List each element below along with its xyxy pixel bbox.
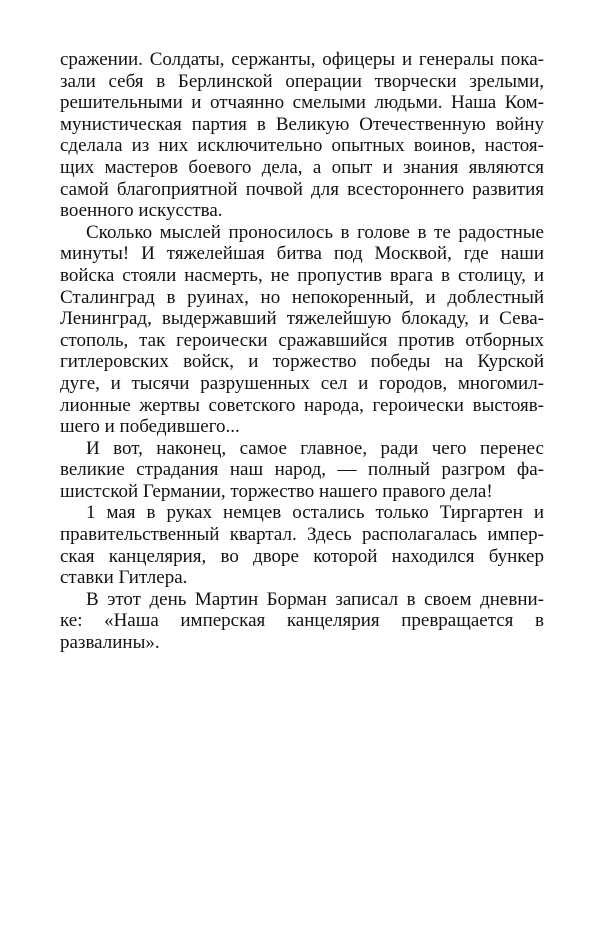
text-line: дуге, и тысячи разрушенных сел и городов, многомил-: [60, 372, 544, 394]
paragraph-2: [60, 222, 544, 438]
text-line: шистской Германии, торжество нашего правого дела!: [60, 480, 493, 502]
text-line: И вот, наконец, самое главное, ради чего перенес: [86, 437, 544, 459]
text-line: Сколько мыслей проносилось в голове в те радостные: [86, 221, 544, 243]
paragraph-3: [60, 438, 544, 503]
text-line: лионные жертвы советского народа, героически выстояв-: [60, 394, 544, 416]
paragraph-4: [60, 502, 544, 588]
text-line: ская канцелярия, во дворе которой находился бункер: [60, 545, 544, 567]
text-line: мунистическая партия в Великую Отечественную войну: [60, 113, 544, 135]
text-line: шего и победившего...: [60, 416, 240, 438]
text-line: ставки Гитлера.: [60, 567, 188, 589]
text-line: стополь, так героически сражавшийся против отборных: [60, 329, 544, 351]
text-line: сделала из них исключительно опытных воинов, настоя-: [60, 135, 544, 157]
text-line: самой благоприятной почвой для всестороннего развития: [60, 178, 544, 200]
text-line: щих мастеров боевого дела, а опыт и знания являются: [60, 156, 544, 178]
text-line: войска стояли насмерть, не пропустив врага в столицу, и: [60, 264, 544, 286]
text-line: Сталинград в руинах, но непокоренный, и доблестный: [60, 286, 544, 308]
paragraph-5: [60, 589, 544, 654]
text-line: правительственный квартал. Здесь располагалась импер-: [60, 524, 544, 546]
text-line: великие страдания наш народ, — полный разгром фа-: [60, 459, 544, 481]
text-line: Ленинград, выдержавший тяжелейшую блокаду, и Сева-: [60, 308, 544, 330]
text-line: ке: «Наша имперская канцелярия превращается в: [60, 610, 544, 632]
text-line: решительными и отчаянно смелыми людьми. Наша Ком-: [60, 92, 544, 114]
text-line: военного искусства.: [60, 200, 223, 222]
text-line: 1 мая в руках немцев остались только Тиргартен и: [86, 502, 544, 524]
text-line: минуты! И тяжелейшая битва под Москвой, где наши: [60, 243, 544, 265]
page-text: [60, 49, 544, 654]
text-line: сражении. Солдаты, сержанты, офицеры и генералы пока-: [60, 49, 544, 70]
text-line: зали себя в Берлинской операции творчески зрелыми,: [60, 70, 544, 92]
paragraph-1: [60, 49, 544, 222]
text-line: гитлеровских войск, и торжество победы на Курской: [60, 351, 544, 373]
text-line: развалины».: [60, 632, 160, 654]
text-line: В этот день Мартин Борман записал в своем дневни-: [86, 588, 544, 610]
